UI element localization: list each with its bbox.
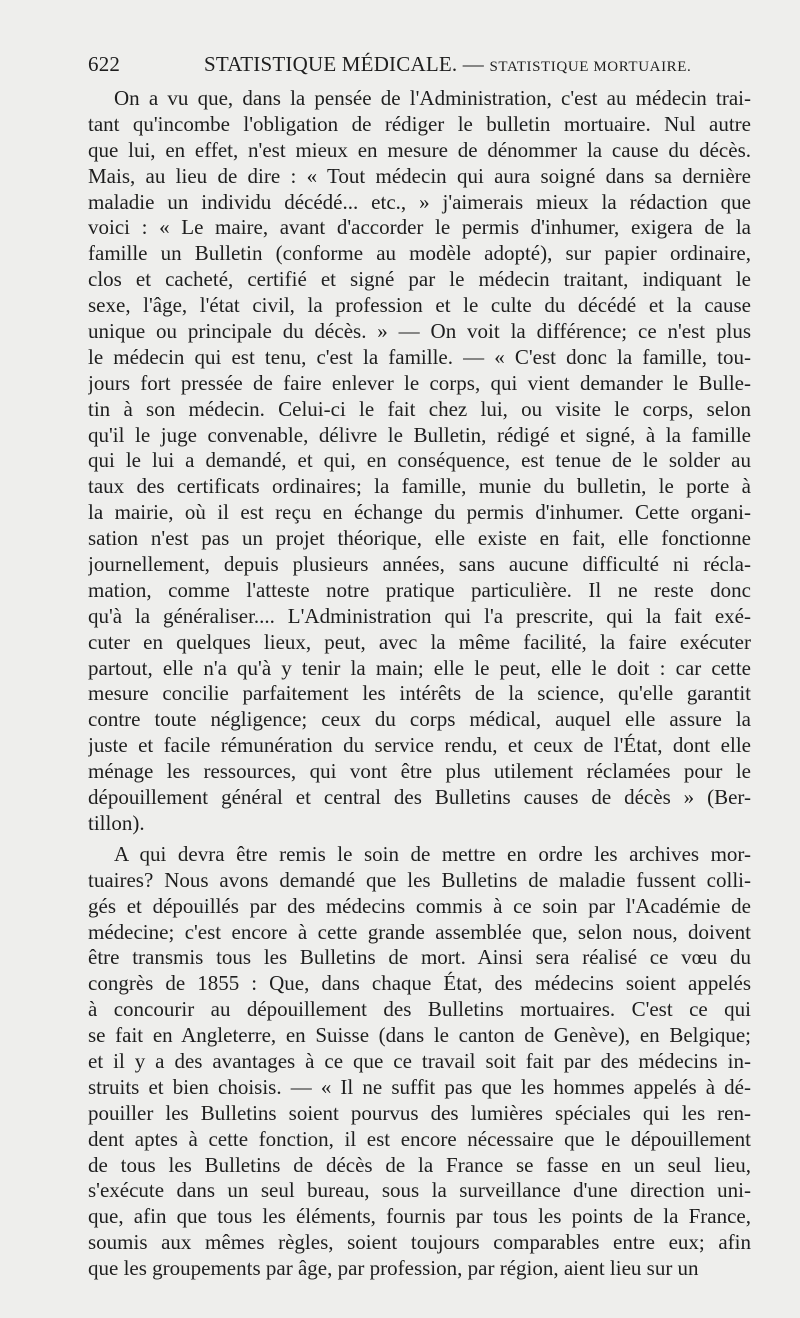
text-line: dépouillement général et central des Bulletins causes de décès » (Ber- [88, 785, 751, 810]
running-header [88, 52, 752, 82]
text-line: à concourir au dépouillement des Bulletins mortuaires. C'est ce qui [88, 997, 751, 1022]
text-line: que les groupements par âge, par profession, par région, aient lieu sur un [88, 1256, 699, 1281]
text-line: struits et bien choisis. — « Il ne suffit pas que les hommes appelés à dé- [88, 1074, 751, 1099]
header-dash: — [462, 52, 484, 76]
text-line: Mais, au lieu de dire : « Tout médecin qui aura soigné dans sa dernière [88, 163, 751, 188]
text-line: tillon). [88, 810, 145, 835]
text-line: jours fort pressée de faire enlever le corps, qui vient demander le Bulle- [88, 370, 751, 395]
running-title [204, 52, 691, 77]
text-line: gés et dépouillés par des médecins commis à ce soin par l'Académie de [88, 893, 751, 918]
text-line: A qui devra être remis le soin de mettre en ordre les archives mor- [114, 841, 751, 866]
text-line: tuaires? Nous avons demandé que les Bulletins de maladie fussent colli- [88, 867, 751, 892]
header-subtitle: STATISTIQUE MORTUAIRE. [489, 59, 692, 75]
text-line: mation, comme l'atteste notre pratique particulière. Il ne reste donc [88, 577, 751, 602]
text-line: maladie un individu décédé... etc., » j'aimerais mieux la rédaction que [88, 189, 751, 214]
text-line: et il y a des avantages à ce que ce travail soit fait par des médecins in- [88, 1048, 751, 1073]
text-line: journellement, depuis plusieurs années, sans aucune difficulté ni récla- [88, 552, 751, 577]
text-line: cuter en quelques lieux, peut, avec la même facilité, la faire exécuter [88, 629, 751, 654]
text-line: de tous les Bulletins de décès de la France se fasse en un seul lieu, [88, 1152, 751, 1177]
text-line: s'exécute dans un seul bureau, sous la surveillance d'une direction uni- [88, 1178, 751, 1203]
text-line: qui le lui a demandé, et qui, en conséquence, est tenue de le solder au [88, 448, 751, 473]
text-line: qu'à la généraliser.... L'Administration qui l'a prescrite, qui la fait exé- [88, 603, 751, 628]
text-line: médecine; c'est encore à cette grande assemblée que, selon nous, doivent [88, 919, 751, 944]
text-line: que, afin que tous les éléments, fournis par tous les points de la France, [88, 1204, 751, 1229]
text-line: mesure concilie parfaitement les intérêts de la science, qu'elle garantit [88, 681, 751, 706]
text-line: qu'il le juge convenable, délivre le Bulletin, rédigé et signé, à la famille [88, 422, 751, 447]
text-line: voici : « Le maire, avant d'accorder le permis d'inhumer, exigera de la [88, 215, 751, 240]
header-title: STATISTIQUE MÉDICALE. [204, 52, 458, 76]
text-line: dent aptes à cette fonction, il est encore nécessaire que le dépouillement [88, 1126, 751, 1151]
text-line: sation n'est pas un projet théorique, elle existe en fait, elle fonctionne [88, 526, 751, 551]
text-line: On a vu que, dans la pensée de l'Administration, c'est au médecin trai- [114, 86, 751, 110]
body-text [88, 86, 751, 1282]
text-line: partout, elle n'a qu'à y tenir la main; elle le peut, elle le doit : car cette [88, 655, 751, 680]
text-line: taux des certificats ordinaires; la famille, munie du bulletin, le porte à [88, 474, 751, 499]
text-line: clos et cacheté, certifié et signé par le médecin traitant, indiquant le [88, 267, 751, 292]
text-line: se fait en Angleterre, en Suisse (dans le canton de Genève), en Belgique; [88, 1023, 751, 1048]
text-line: le médecin qui est tenu, c'est la famille. — « C'est donc la famille, tou- [88, 344, 751, 369]
text-line: ménage les ressources, qui vont être plus utilement réclamées pour le [88, 759, 751, 784]
text-line: congrès de 1855 : Que, dans chaque État, des médecins soient appelés [88, 971, 751, 996]
text-line: que lui, en effet, n'est mieux en mesure de dénommer la cause du décès. [88, 137, 751, 162]
text-line: pouiller les Bulletins soient pourvus des lumières spéciales qui les ren- [88, 1100, 751, 1125]
page-number: 622 [88, 52, 121, 76]
text-line: unique ou principale du décès. » — On voit la différence; ce n'est plus [88, 319, 751, 344]
text-line: être transmis tous les Bulletins de mort. Ainsi sera réalisé ce vœu du [88, 945, 751, 970]
text-line: contre toute négligence; ceux du corps médical, auquel elle assure la [88, 707, 751, 732]
text-line: juste et facile rémunération du service rendu, et ceux de l'État, dont elle [88, 733, 751, 758]
text-line: tant qu'incombe l'obligation de rédiger le bulletin mortuaire. Nul autre [88, 111, 751, 136]
text-line: sexe, l'âge, l'état civil, la profession et le culte du décédé et la cause [88, 293, 751, 318]
text-line: la mairie, où il est reçu en échange du permis d'inhumer. Cette organi- [88, 500, 751, 525]
text-line: famille un Bulletin (conforme au modèle adopté), sur papier ordinaire, [88, 241, 751, 266]
text-line: soumis aux mêmes règles, soient toujours comparables entre eux; afin [88, 1230, 751, 1255]
text-line: tin à son médecin. Celui-ci le fait chez lui, ou visite le corps, selon [88, 396, 751, 421]
